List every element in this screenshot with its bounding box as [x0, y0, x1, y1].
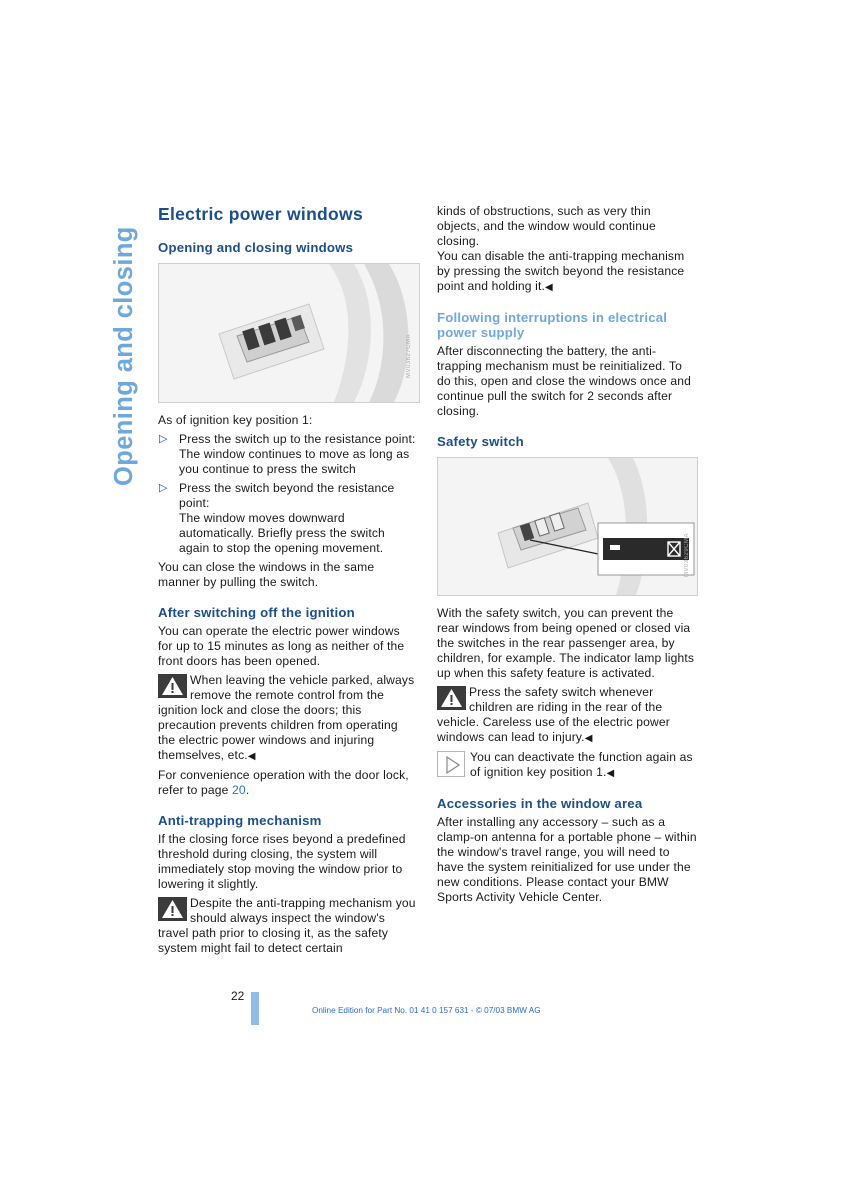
safety-switch-text: With the safety switch, you can prevent the rear windows from being opened or closed via the switches in the rear passenger area, by children, for example. The indicator lamp lights up when this safety feature is activated. — [437, 606, 695, 680]
power-interruption-text: After disconnecting the battery, the anti-trapping mechanism must be reinitialized. To do this, open and close the windows once and continue pull the switch for 2 seconds after closing. — [437, 344, 692, 418]
heading-safety-switch: Safety switch — [437, 434, 524, 449]
bullet-triangle-icon: ▷ — [159, 433, 168, 445]
list-item-result: The window continues to move as long as you continue to press the switch — [179, 447, 410, 476]
instruction-list — [158, 432, 416, 556]
right-column — [437, 204, 697, 905]
heading-power-interruption: Following interruptions in electrical power supply — [437, 310, 668, 340]
disable-text — [437, 249, 697, 295]
section-side-title: Opening and closing — [110, 226, 138, 486]
heading-after-ignition: After switching off the ignition — [158, 605, 355, 620]
convenience-text: For convenience operation with the door lock, refer to page 20. — [158, 768, 409, 797]
list-item — [158, 432, 416, 477]
figure-code: MV03627CMA — [406, 334, 412, 379]
anti-trapping-text: If the closing force rises beyond a predefined threshold during closing, the system will immediately stop moving the window prior to lowering it slightly. — [158, 832, 406, 891]
ignition-position-text: As of ignition key position 1: — [158, 413, 313, 427]
safety-switch-figure — [437, 457, 698, 596]
warning-icon — [158, 897, 187, 921]
footer-accent-bar — [251, 992, 259, 1025]
tip-text: You can deactivate the function again as of ignition key position 1. — [470, 750, 693, 779]
warning-notice — [158, 896, 416, 956]
heading-opening-closing: Opening and closing windows — [158, 240, 354, 255]
end-marker-icon: ◀ — [606, 768, 615, 779]
page-number: 22 — [231, 989, 245, 1003]
list-item-text: Press the switch beyond the resistance point: — [179, 481, 395, 510]
warning-icon — [437, 686, 466, 710]
warning-icon — [158, 674, 187, 698]
disable-label: You can disable the anti-trapping mechanism by pressing the switch beyond the resistance point and holding it. — [437, 249, 685, 293]
end-marker-icon: ◀ — [247, 751, 256, 762]
continued-text: kinds of obstructions, such as very thin objects, and the window would continue closing. — [437, 204, 656, 248]
left-column — [158, 203, 416, 956]
tip-arrow-icon — [437, 751, 465, 777]
accessories-text: After installing any accessory – such as a clamp-on antenna for a portable phone – within the window's travel range, you will need to have the system reinitialized for use under the new conditions. Please contact your BMW Sports Activity Vehicle Center. — [437, 815, 697, 904]
end-marker-icon: ◀ — [584, 733, 593, 744]
list-item — [158, 481, 416, 556]
convenience-label: For convenience operation with the door lock, refer to page — [158, 768, 409, 797]
list-item-text: Press the switch up to the resistance point: — [179, 432, 416, 446]
warning-notice — [437, 685, 697, 746]
heading-accessories: Accessories in the window area — [437, 796, 643, 811]
warning-text: When leaving the vehicle parked, always remove the remote control from the ignition lock and close the doors; this precaution prevents children from operating the electric power windows and injuring themselves, etc. — [158, 673, 415, 762]
warning-text: Press the safety switch whenever children are riding in the rear of the vehicle. Careless use of the electric power windows can lead to injury. — [437, 685, 670, 744]
list-item-result: The window moves downward automatically. Briefly press the switch again to stop the opening movement. — [179, 511, 385, 555]
heading-anti-trapping: Anti-trapping mechanism — [158, 813, 322, 828]
page-title: Electric power windows — [158, 204, 363, 224]
end-marker-icon: ◀ — [545, 282, 553, 293]
after-ignition-text: You can operate the electric power windows for up to 15 minutes as long as neither of the front doors has been opened. — [158, 624, 405, 668]
safety-switch-illustration — [438, 458, 697, 595]
figure-code: MV03629CMA — [684, 533, 690, 578]
bullet-triangle-icon: ▷ — [159, 482, 168, 494]
close-windows-text: You can close the windows in the same manner by pulling the switch. — [158, 560, 375, 589]
window-switch-illustration — [159, 264, 419, 402]
edition-footer: Online Edition for Part No. 01 41 0 157 631 - © 07/03 BMW AG — [312, 1006, 541, 1015]
warning-notice — [158, 673, 416, 764]
window-switch-figure — [158, 263, 420, 403]
tip-notice — [437, 750, 697, 781]
warning-text: Despite the anti-trapping mechanism you should always inspect the window's travel path prior to closing it, as the safety system might fail to detect certain — [158, 896, 416, 955]
page-link[interactable]: 20 — [232, 783, 246, 797]
